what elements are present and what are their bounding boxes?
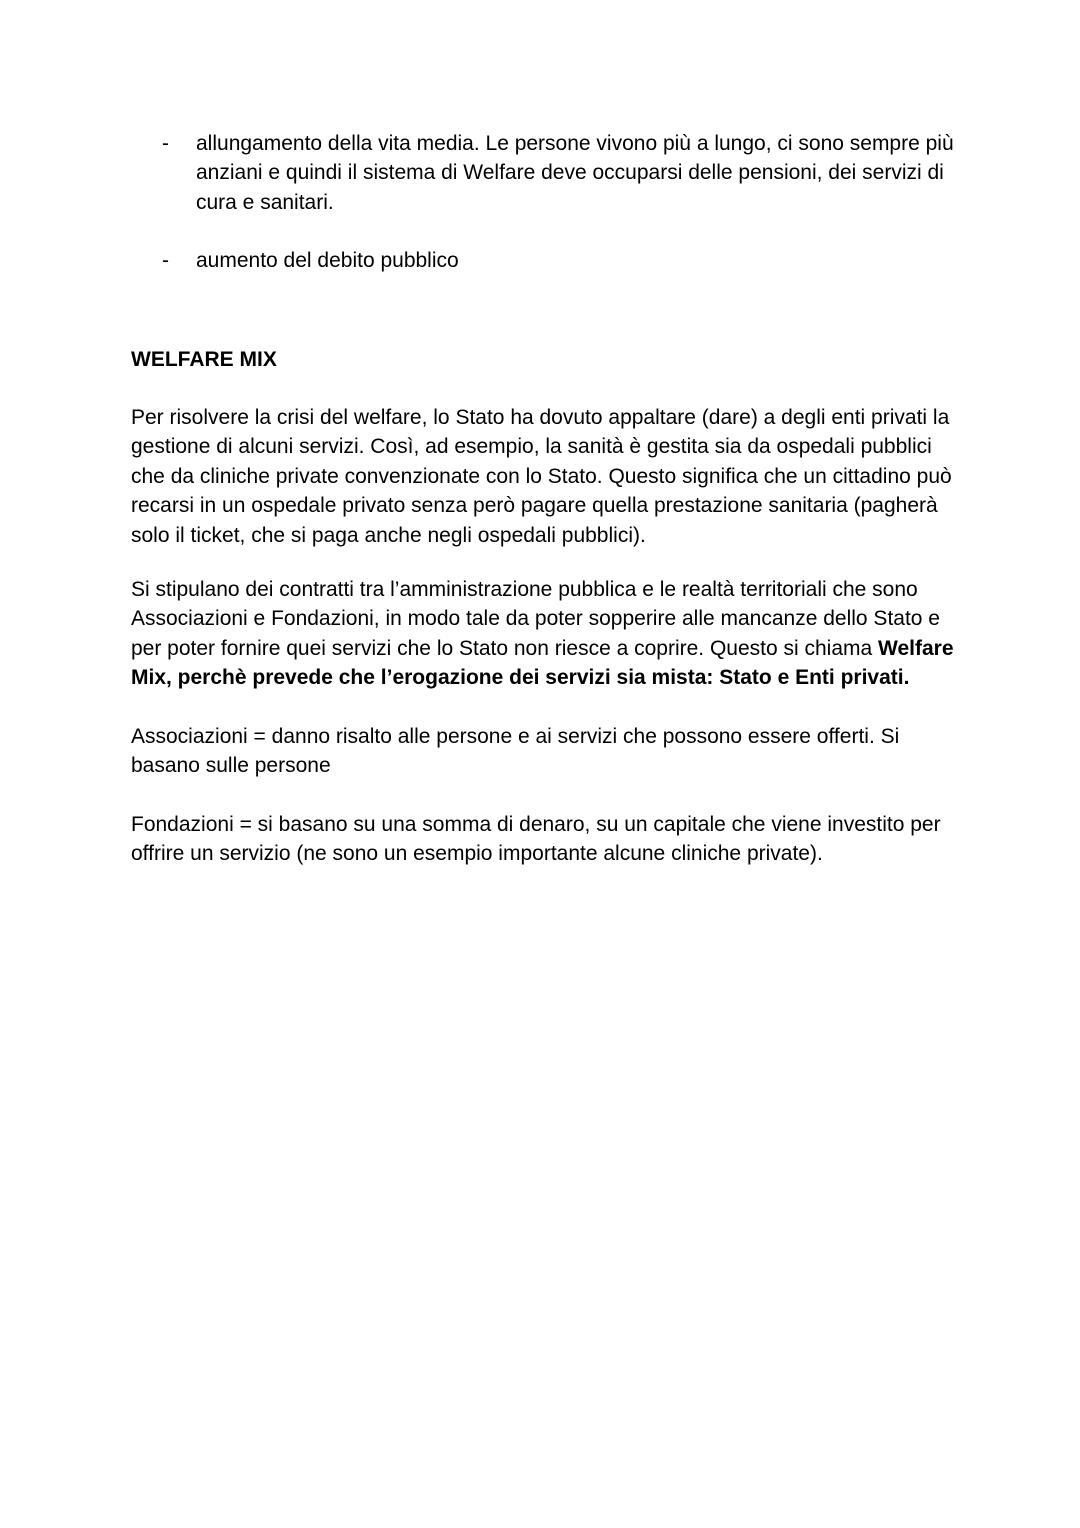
paragraph-text: Si stipulano dei contratti tra l’amministrazione pubblica e le realtà territoriali che sono Associazioni e Fondazioni, in modo tale da poter sopperire alle mancanze dello Stato e per poter fornire quei servizi che lo Stato non riesce a coprire. Questo si chiama xyxy=(131,578,940,660)
bullet-dash: - xyxy=(162,132,169,155)
paragraph-welfare-crisis: Per risolvere la crisi del welfare, lo Stato ha dovuto appaltare (dare) a degli enti privati la gestione di alcuni servizi. Così, ad esempio, la sanità è gestita sia da ospedali pubblici che da cliniche private convenzionate con lo Stato. Questo significa che un cittadino può recarsi in un ospedale privato senza però pagare quella prestazione sanitaria (pagherà solo il ticket, che si paga anche negli ospedali pubblici). xyxy=(131,406,952,547)
paragraph-welfare-mix-definition xyxy=(131,575,961,693)
bold-definition: Welfare Mix, perchè prevede che l’erogazione dei servizi sia mista: Stato e Enti privati. xyxy=(131,636,954,690)
bullet-text: allungamento della vita media. Le persone vivono più a lungo, ci sono sempre più anziani e quindi il sistema di Welfare deve occuparsi delle pensioni, dei servizi di cura e sanitari. xyxy=(196,132,954,214)
bullet-dash: - xyxy=(162,249,169,273)
bullet-item-life-expectancy xyxy=(131,129,961,217)
bullet-text: aumento del debito pubblico xyxy=(196,249,459,273)
bullet-item-public-debt xyxy=(131,246,961,275)
paragraph-fondazioni: Fondazioni = si basano su una somma di denaro, su un capitale che viene investito per offrire un servizio (ne sono un esempio importante alcune cliniche private). xyxy=(131,812,941,865)
section-heading: WELFARE MIX xyxy=(131,347,277,371)
document-page xyxy=(131,129,961,868)
paragraph-associazioni: Associazioni = danno risalto alle persone e ai servizi che possono essere offerti. Si basano sulle persone xyxy=(131,724,900,778)
